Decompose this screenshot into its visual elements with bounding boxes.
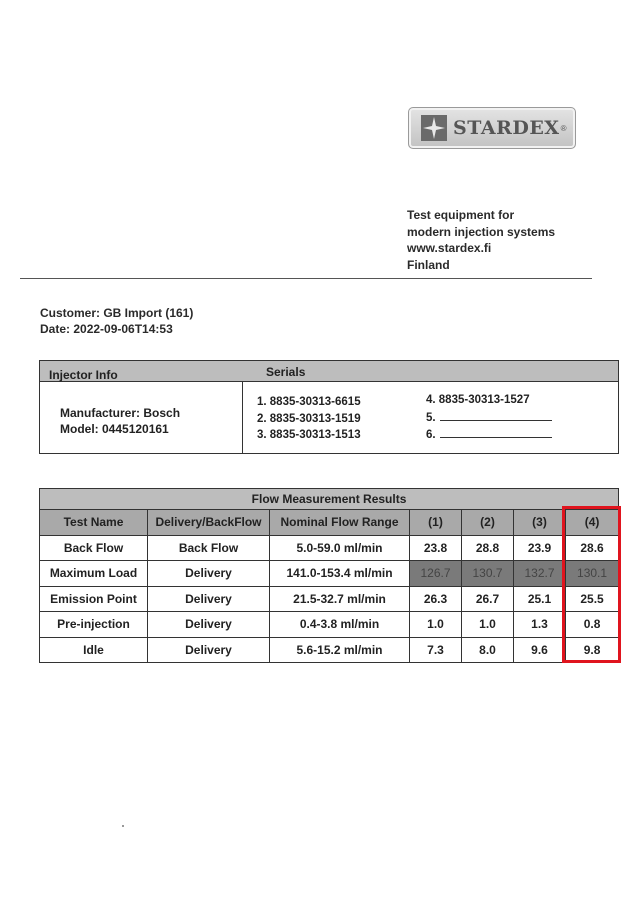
col-header: (2): [462, 510, 514, 536]
test-type: Delivery: [148, 561, 270, 587]
value-cell: 26.3: [410, 586, 462, 612]
nominal-range: 5.0-59.0 ml/min: [270, 535, 410, 561]
table-row: [40, 561, 619, 587]
serial-5: 5.: [426, 411, 436, 424]
col-header: Delivery/BackFlow: [148, 510, 270, 536]
test-type: Delivery: [148, 586, 270, 612]
table-row: [40, 586, 619, 612]
table-header-row: [40, 510, 619, 536]
value-cell: 1.0: [462, 612, 514, 638]
value-cell-out-of-range: 126.7: [410, 561, 462, 587]
injector-info-box: [39, 360, 619, 454]
manufacturer: Manufacturer: Bosch: [60, 406, 181, 420]
injector-header: [40, 361, 618, 382]
test-type: Delivery: [148, 637, 270, 663]
value-cell: 1.3: [514, 612, 566, 638]
value-cell: 9.8: [566, 637, 619, 663]
serials-column-2: [426, 392, 552, 444]
serials-column-1: [257, 394, 361, 444]
value-cell: 28.8: [462, 535, 514, 561]
nominal-range: 0.4-3.8 ml/min: [270, 612, 410, 638]
test-name: Pre-injection: [40, 612, 148, 638]
table-title-row: [40, 489, 619, 510]
nominal-range: 21.5-32.7 ml/min: [270, 586, 410, 612]
col-header: Test Name: [40, 510, 148, 536]
test-type: Delivery: [148, 612, 270, 638]
registered-mark: ®: [560, 123, 567, 133]
col-header: (4): [566, 510, 619, 536]
injector-info-heading: Injector Info: [49, 368, 118, 382]
table-row: [40, 637, 619, 663]
serial-6: 6.: [426, 429, 436, 441]
col-header: (1): [410, 510, 462, 536]
serial-2: 2. 8835-30313-1519: [257, 412, 361, 425]
value-cell: 23.8: [410, 535, 462, 561]
col-header: Nominal Flow Range: [270, 510, 410, 536]
serial-5-blank: [440, 409, 552, 421]
nominal-range: 5.6-15.2 ml/min: [270, 637, 410, 663]
col-header: (3): [514, 510, 566, 536]
value-cell-out-of-range: 130.1: [566, 561, 619, 587]
serial-5-row: [426, 409, 552, 427]
column-4-highlight: [562, 506, 621, 663]
test-type: Back Flow: [148, 535, 270, 561]
value-cell-out-of-range: 132.7: [514, 561, 566, 587]
nominal-range: 141.0-153.4 ml/min: [270, 561, 410, 587]
company-website: www.stardex.fi: [407, 241, 492, 255]
manufacturer-info: [60, 405, 180, 437]
logo-text: STARDEX: [453, 117, 560, 139]
value-cell: 9.6: [514, 637, 566, 663]
company-line: Test equipment for: [407, 208, 515, 222]
injector-divider: [242, 381, 243, 453]
table-row: [40, 612, 619, 638]
header-divider: [20, 278, 592, 279]
company-info: [407, 207, 555, 273]
value-cell: 8.0: [462, 637, 514, 663]
value-cell: 7.3: [410, 637, 462, 663]
customer-info: [40, 305, 193, 337]
test-name: Maximum Load: [40, 561, 148, 587]
scan-speck: [122, 825, 124, 827]
value-cell: 1.0: [410, 612, 462, 638]
serial-3: 3. 8835-30313-1513: [257, 429, 361, 441]
company-country: Finland: [407, 257, 450, 272]
value-cell: 26.7: [462, 586, 514, 612]
value-cell: 23.9: [514, 535, 566, 561]
serial-1: 1. 8835-30313-6615: [257, 396, 361, 408]
flow-results-table: [39, 488, 619, 663]
value-cell-out-of-range: 130.7: [462, 561, 514, 587]
test-name: Idle: [40, 637, 148, 663]
stardex-logo: [408, 107, 576, 149]
table-row: [40, 535, 619, 561]
value-cell: 25.5: [566, 586, 619, 612]
table-title: Flow Measurement Results: [40, 489, 619, 510]
four-point-star-icon: [421, 115, 447, 141]
customer-line: Customer: GB Import (161): [40, 306, 194, 320]
company-line: modern injection systems: [407, 224, 556, 239]
value-cell: 25.1: [514, 586, 566, 612]
test-name: Back Flow: [40, 535, 148, 561]
value-cell: 28.6: [566, 535, 619, 561]
date-line: Date: 2022-09-06T14:53: [40, 322, 173, 336]
value-cell: 0.8: [566, 612, 619, 638]
serials-heading: Serials: [266, 365, 306, 379]
serial-6-row: [426, 426, 552, 444]
test-name: Emission Point: [40, 586, 148, 612]
serial-4: 4. 8835-30313-1527: [426, 394, 530, 406]
model: Model: 0445120161: [60, 422, 169, 436]
serial-6-blank: [440, 426, 552, 438]
